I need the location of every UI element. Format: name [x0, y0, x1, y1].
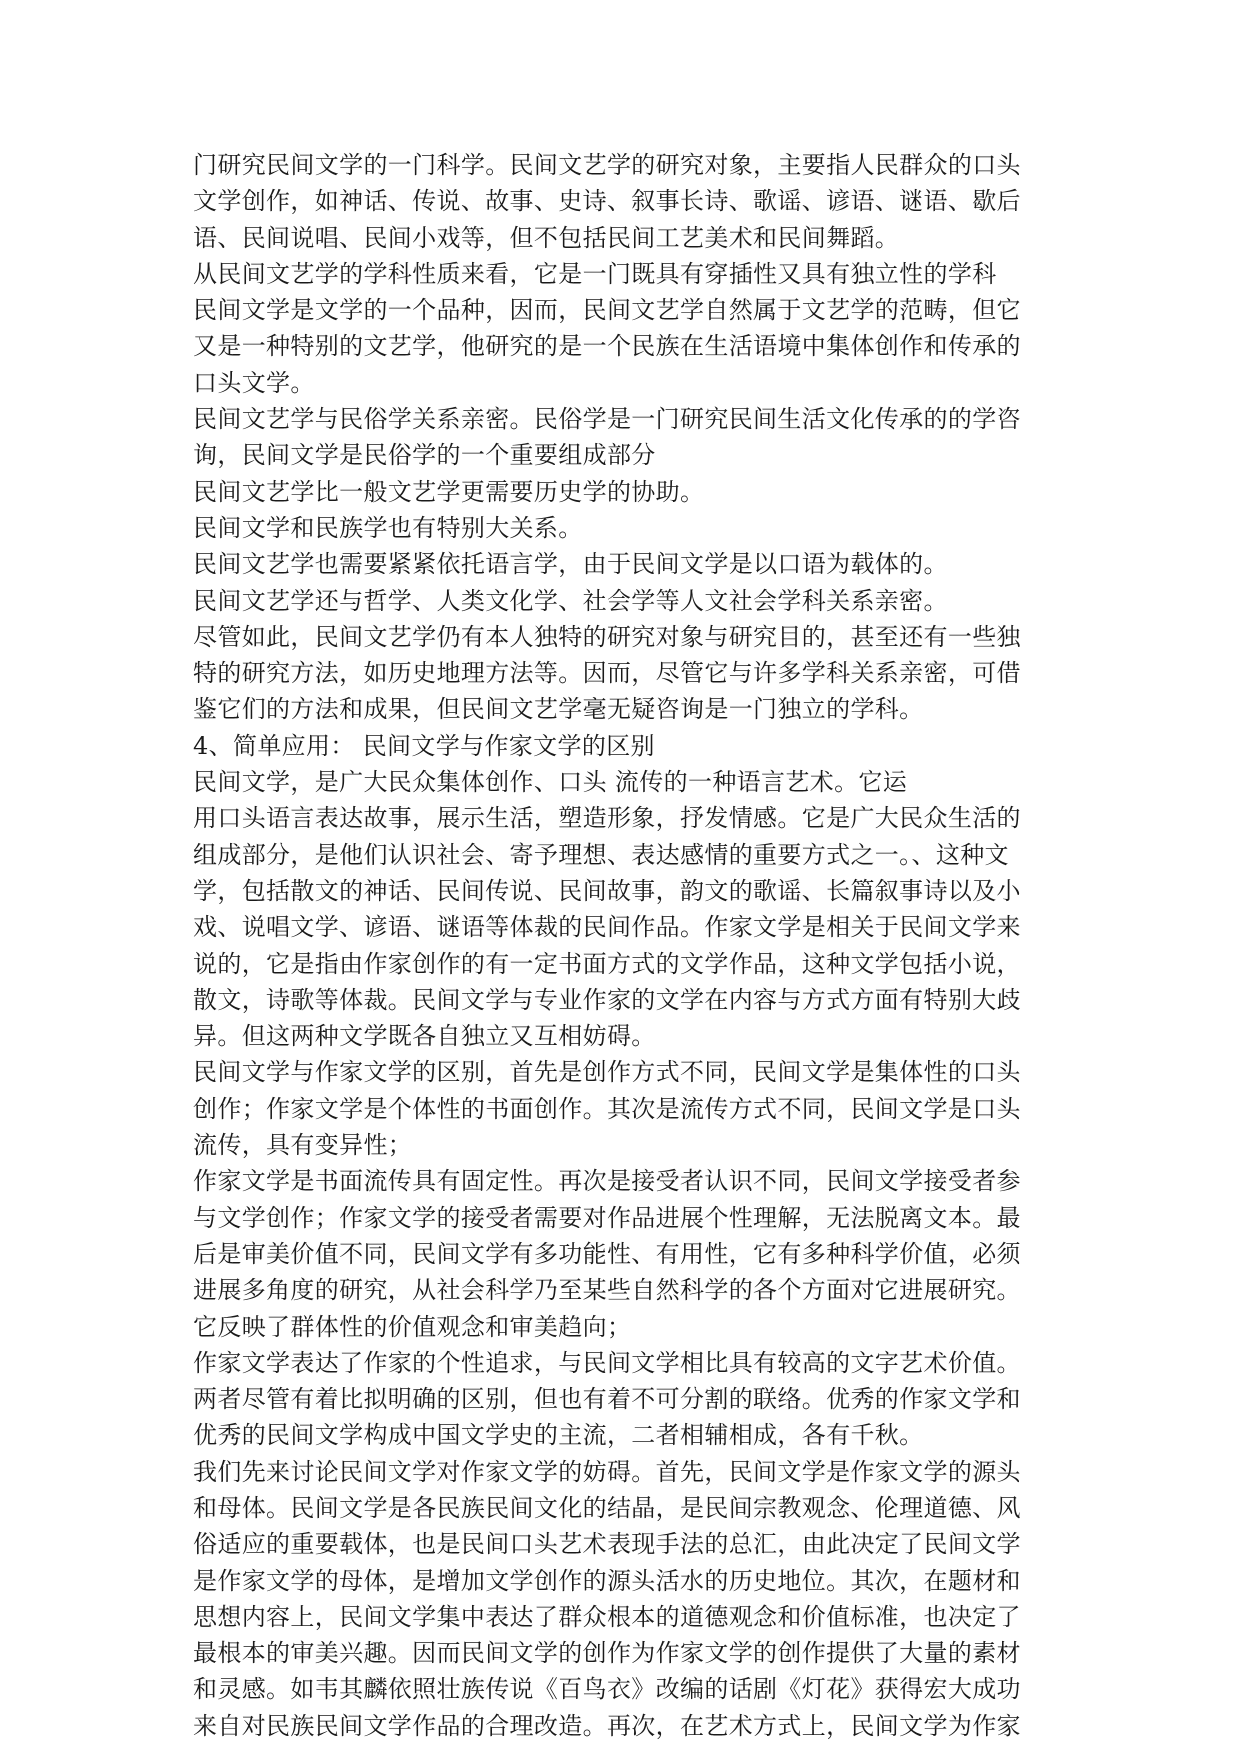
text-line: 来自对民族民间文学作品的合理改造。再次，在艺术方式上，民间文学为作家 — [193, 1711, 1021, 1740]
text-line: 俗适应的重要载体，也是民间口头艺术表现手法的总汇，由此决定了民间文学 — [193, 1530, 1021, 1559]
text-line: 民间文学，是广大民众集体创作、口头 流传的一种语言艺术。它运 — [193, 768, 908, 797]
text-line: 后是审美价值不同，民间文学有多功能性、有用性，它有多种科学价值，必须 — [193, 1239, 1021, 1268]
text-line: 流传，具有变异性； — [193, 1131, 413, 1160]
text-line: 与文学创作；作家文学的接受者需要对作品进展个性理解，无法脱离文本。最 — [193, 1203, 1021, 1232]
text-line: 两者尽管有着比拟明确的区别，但也有着不可分割的联络。优秀的作家文学和 — [193, 1385, 1021, 1414]
text-line: 民间文艺学也需要紧紧依托语言学，由于民间文学是以口语为载体的。 — [193, 550, 948, 579]
text-line: 民间文艺学与民俗学关系亲密。民俗学是一门研究民间生活文化传承的的学咨 — [193, 405, 1021, 434]
section-heading: 4、简单应用： 民间文学与作家文学的区别 — [193, 731, 655, 760]
text-line: 门研究民间文学的一门科学。民间文艺学的研究对象，主要指人民群众的口头 — [193, 151, 1021, 179]
text-line: 散文，诗歌等体裁。民间文学与专业作家的文学在内容与方式方面有特别大歧 — [193, 985, 1021, 1014]
text-line: 作家文学表达了作家的个性追求，与民间文学相比具有较高的文字艺术价值。 — [193, 1348, 1021, 1377]
text-line: 用口头语言表达故事，展示生活，塑造形象，抒发情感。它是广大民众生活的 — [193, 804, 1021, 833]
text-line: 作家文学是书面流传具有固定性。再次是接受者认识不同，民间文学接受者参 — [193, 1167, 1021, 1196]
text-line: 民间文学与作家文学的区别，首先是创作方式不同，民间文学是集体性的口头 — [193, 1058, 1021, 1087]
text-line: 最根本的审美兴趣。因而民间文学的创作为作家文学的创作提供了大量的素材 — [193, 1639, 1021, 1668]
text-line: 学，包括散文的神话、民间传说、民间故事，韵文的歌谣、长篇叙事诗以及小 — [193, 876, 1021, 905]
text-line: 戏、说唱文学、谚语、谜语等体裁的民间作品。作家文学是相关于民间文学来 — [193, 913, 1021, 942]
text-line: 从民间文艺学的学科性质来看，它是一门既具有穿插性又具有独立性的学科 — [193, 259, 997, 288]
text-line: 说的，它是指由作家创作的有一定书面方式的文学作品，这种文学包括小说， — [193, 949, 1021, 978]
text-line: 组成部分，是他们认识社会、寄予理想、表达感情的重要方式之一。、这种文 — [193, 840, 1009, 869]
text-line: 又是一种特别的文艺学，他研究的是一个民族在生活语境中集体创作和传承的 — [193, 332, 1021, 361]
text-line: 我们先来讨论民间文学对作家文学的妨碍。首先，民间文学是作家文学的源头 — [193, 1457, 1021, 1486]
text-line: 是作家文学的母体，是增加文学创作的源头活水的历史地位。其次，在题材和 — [193, 1566, 1021, 1595]
text-line: 进展多角度的研究，从社会科学乃至某些自然科学的各个方面对它进展研究。 — [193, 1276, 1021, 1305]
text-line: 它反映了群体性的价值观念和审美趋向； — [193, 1312, 632, 1341]
text-line: 文学创作，如神话、传说、故事、史诗、叙事长诗、歌谣、谚语、谜语、歇后 — [193, 187, 1021, 216]
text-line: 鉴它们的方法和成果，但民间文艺学毫无疑咨询是一门独立的学科。 — [193, 695, 924, 724]
text-line: 异。但这两种文学既各自独立又互相妨碍。 — [193, 1022, 656, 1051]
text-line: 询，民间文学是民俗学的一个重要组成部分 — [193, 441, 656, 470]
text-line: 民间文艺学还与哲学、人类文化学、社会学等人文社会学科关系亲密。 — [193, 586, 948, 615]
text-line: 尽管如此，民间文艺学仍有本人独特的研究对象与研究目的，甚至还有一些独 — [193, 622, 1021, 651]
text-line: 民间文学和民族学也有特别大关系。 — [193, 513, 583, 542]
text-line: 创作；作家文学是个体性的书面创作。其次是流传方式不同，民间文学是口头 — [193, 1094, 1021, 1123]
text-line: 语、民间说唱、民间小戏等，但不包括民间工艺美术和民间舞蹈。 — [193, 223, 900, 252]
text-line: 特的研究方法，如历史地理方法等。因而，尽管它与许多学科关系亲密，可借 — [193, 659, 1021, 688]
text-line: 民间文学是文学的一个品种，因而，民间文艺学自然属于文艺学的范畴，但它 — [193, 296, 1021, 325]
text-line: 和母体。民间文学是各民族民间文化的结晶，是民间宗教观念、伦理道德、风 — [193, 1493, 1021, 1522]
text-line: 和灵感。如韦其麟依照壮族传说《百鸟衣》改编的话剧《灯花》获得宏大成功 — [193, 1675, 1021, 1704]
text-line: 民间文艺学比一般文艺学更需要历史学的协助。 — [193, 477, 705, 506]
text-line: 优秀的民间文学构成中国文学史的主流，二者相辅相成，各有千秋。 — [193, 1421, 924, 1450]
text-line: 口头文学。 — [193, 368, 315, 397]
text-line: 思想内容上，民间文学集中表达了群众根本的道德观念和价值标准，也决定了 — [193, 1602, 1021, 1631]
document-body — [193, 147, 1048, 1744]
